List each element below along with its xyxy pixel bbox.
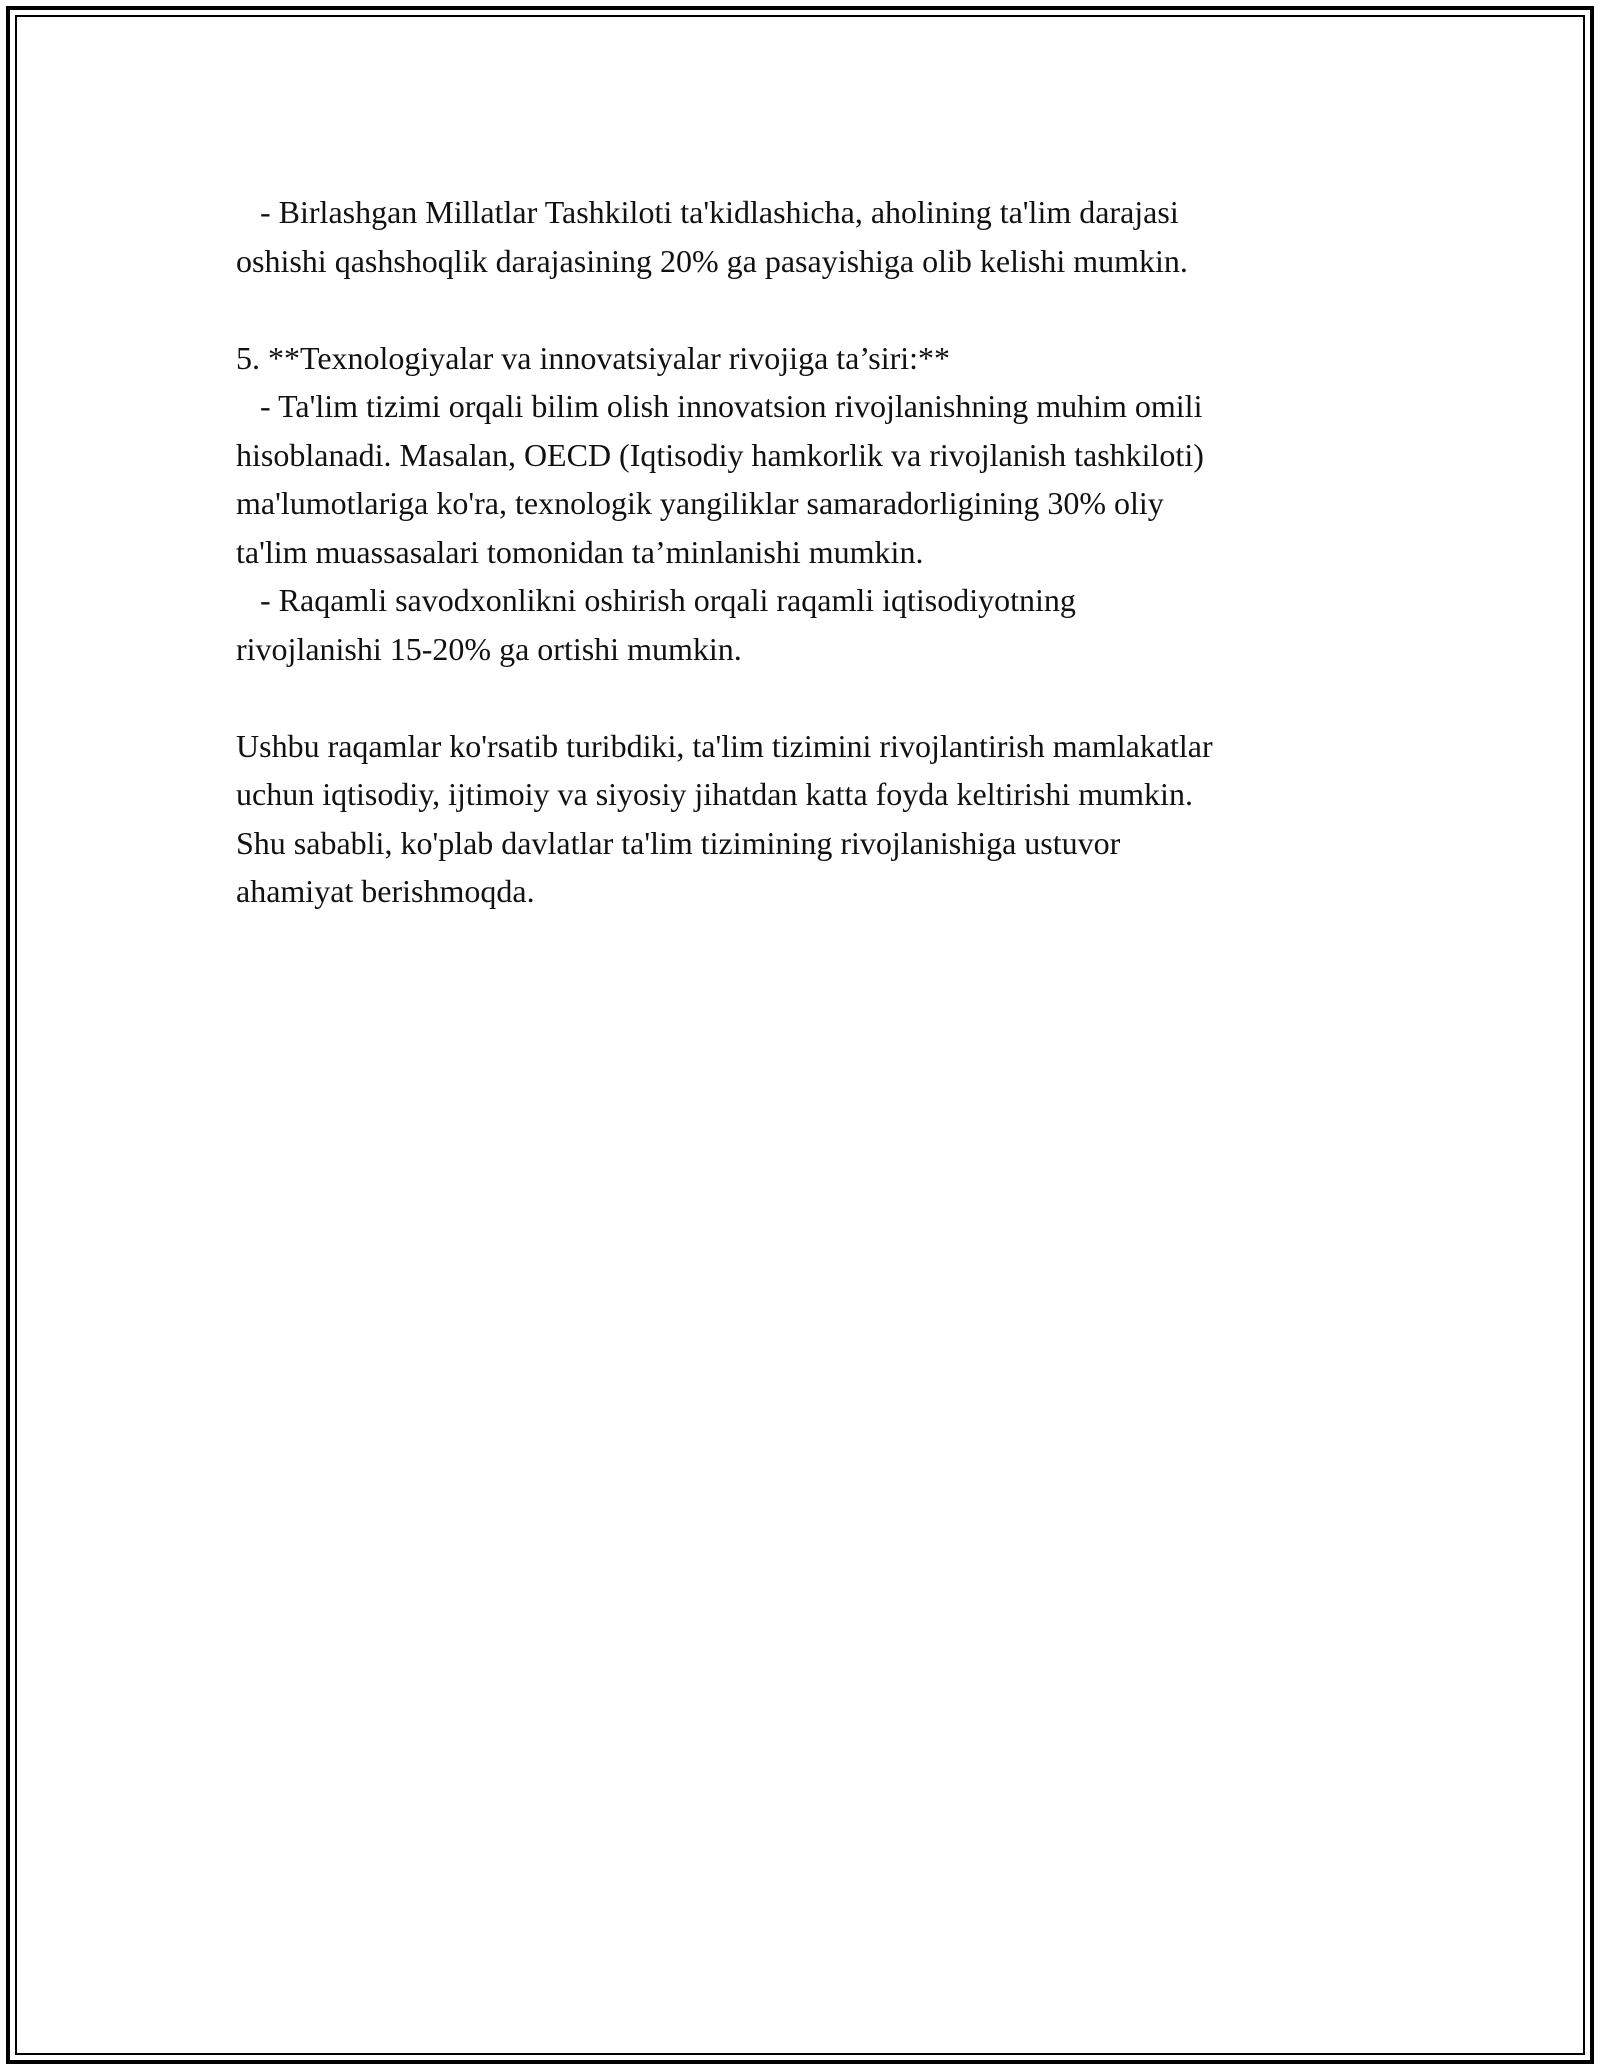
text-line: ta'lim muassasalari tomonidan ta’minlanishi mumkin. xyxy=(236,533,924,570)
text-line: Shu sababli, ko'plab davlatlar ta'lim tizimining rivojlanishiga ustuvor xyxy=(236,824,1121,861)
paragraph-spacer xyxy=(236,285,1396,334)
text-line: rivojlanishi 15-20% ga ortishi mumkin. xyxy=(236,630,742,667)
text-line: - Ta'lim tizimi orqali bilim olish innovatsion rivojlanishning muhim omili xyxy=(236,388,1203,424)
paragraph-poverty-note xyxy=(236,188,1396,285)
document-body xyxy=(236,188,1396,916)
text-line: - Birlashgan Millatlar Tashkiloti ta'kidlashicha, aholining ta'lim darajasi xyxy=(236,194,1179,230)
text-line: hisoblanadi. Masalan, OECD (Iqtisodiy hamkorlik va rivojlanish tashkiloti) xyxy=(236,436,1204,473)
text-line: ahamiyat berishmoqda. xyxy=(236,873,535,909)
paragraph-spacer xyxy=(236,673,1396,722)
text-line: uchun iqtisodiy, ijtimoiy va siyosiy jihatdan katta foyda keltirishi mumkin. xyxy=(236,776,1193,812)
text-line: - Raqamli savodxonlikni oshirish orqali raqamli iqtisodiyotning xyxy=(236,582,1076,618)
text-line: oshishi qashshoqlik darajasining 20% ga pasayishiga olib kelishi mumkin. xyxy=(236,242,1188,279)
text-line: ma'lumotlariga ko'ra, texnologik yangiliklar samaradorligining 30% oliy xyxy=(236,485,1164,521)
section-heading: 5. **Texnologiyalar va innovatsiyalar rivojiga ta’siri:** xyxy=(236,339,951,376)
section-technology-innovation xyxy=(236,334,1396,674)
text-line: Ushbu raqamlar ko'rsatib turibdiki, ta'lim tizimini rivojlantirish mamlakatlar xyxy=(236,727,1213,764)
paragraph-conclusion xyxy=(236,722,1396,916)
